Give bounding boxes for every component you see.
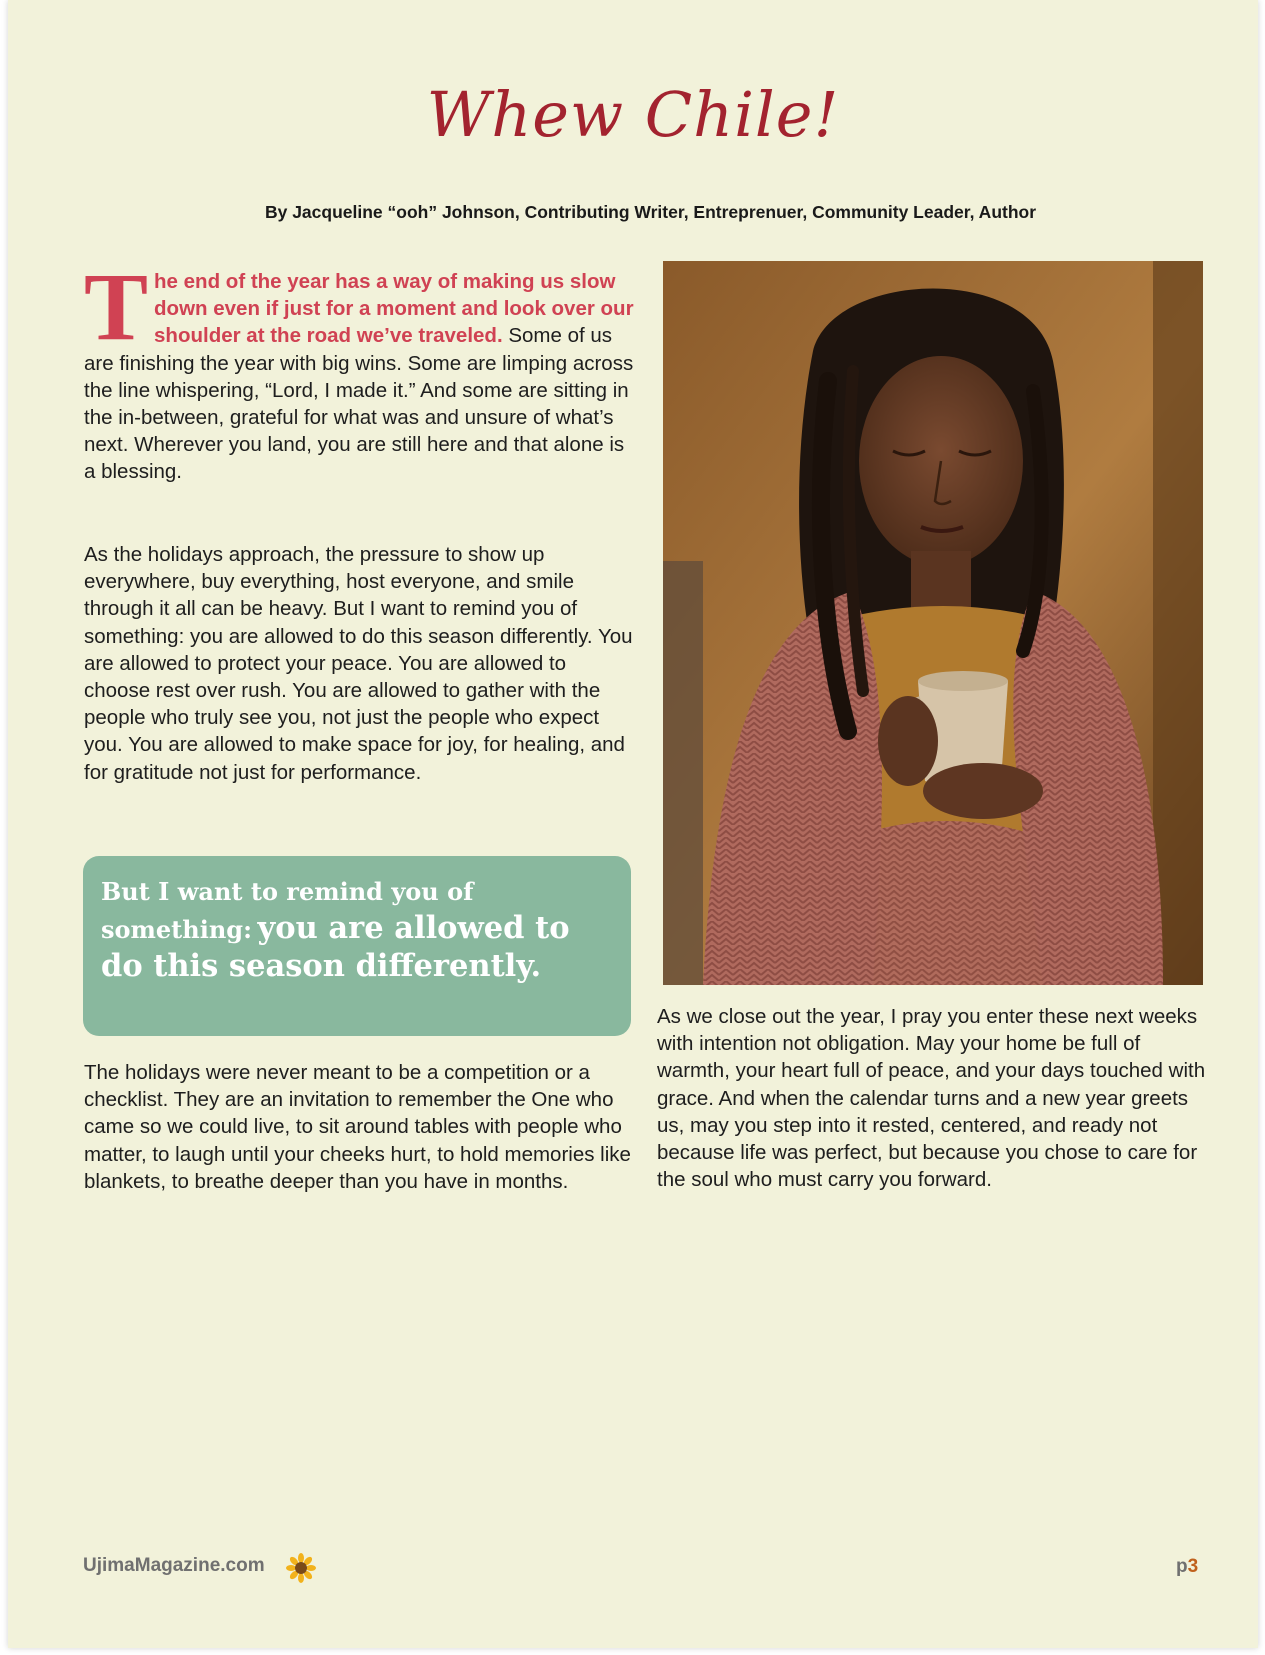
magazine-page xyxy=(8,0,1258,1648)
article-photo xyxy=(663,261,1203,985)
footer-site-link[interactable]: UjimaMagazine.com xyxy=(83,1555,265,1576)
page-number-prefix: p xyxy=(1176,1556,1188,1577)
page-number xyxy=(1176,1556,1198,1578)
sunflower-icon xyxy=(286,1553,316,1583)
pull-quote xyxy=(83,856,631,1036)
paragraph-2-text: As the holidays approach, the pressure to show up everywhere, buy everything, host everyone, and smile through it all can be heavy. But I want to remind you of something: you are allowed to do this season differently. You are allowed to protect your peace. You are allowed to choose rest over rush. You are allowed to gather with the people who truly see you, not just the people who expect you. You are allowed to make space for joy, for healing, and for gratitude not just for performance. xyxy=(84,543,633,784)
pull-quote-big: you are allowed to do this season differently. xyxy=(101,910,570,984)
page-number-value: 3 xyxy=(1187,1556,1199,1577)
paragraph-4-text: As we close out the year, I pray you enter these next weeks with intention not obligation. May your home be full of warmth, your heart full of peace, and your days touched with grace. And when the calendar turns and a new year greets us, may you step into it rested, centered, and ready not because life was perfect, but because you chose to care for the soul who must carry you forward. xyxy=(657,1005,1206,1192)
lead-text: he end of the year has a way of making us slow down even if just for a moment and look over our shoulder at the road we’ve traveled. xyxy=(154,270,634,348)
pull-quote-small: But I want to remind you of something: xyxy=(101,877,474,944)
paragraph-4 xyxy=(657,1003,1217,1193)
paragraph-3-text: The holidays were never meant to be a competition or a checklist. They are an invitation to remember the One who came so we could live, to sit around tables with people who matter, to laugh until your cheeks hurt, to hold memories like blankets, to breathe deeper than you have in months. xyxy=(84,1061,631,1193)
article-title: Whew Chile! xyxy=(426,78,840,151)
drop-cap: T xyxy=(84,253,149,360)
paragraph-3 xyxy=(84,1059,634,1195)
intro-paragraph xyxy=(84,253,634,486)
paragraph-1-text: Some of us are finishing the year with big wins. Some are limping across the line whispering, “Lord, I made it.” And some are sitting in the in-between, grateful for what was and unsure of what’s next. Wherever you land, you are still here and that alone is a blessing. xyxy=(84,324,634,484)
article-byline: By Jacqueline “ooh” Johnson, Contributing Writer, Entreprenuer, Community Leader, Author xyxy=(264,202,1037,222)
paragraph-2 xyxy=(84,541,634,786)
